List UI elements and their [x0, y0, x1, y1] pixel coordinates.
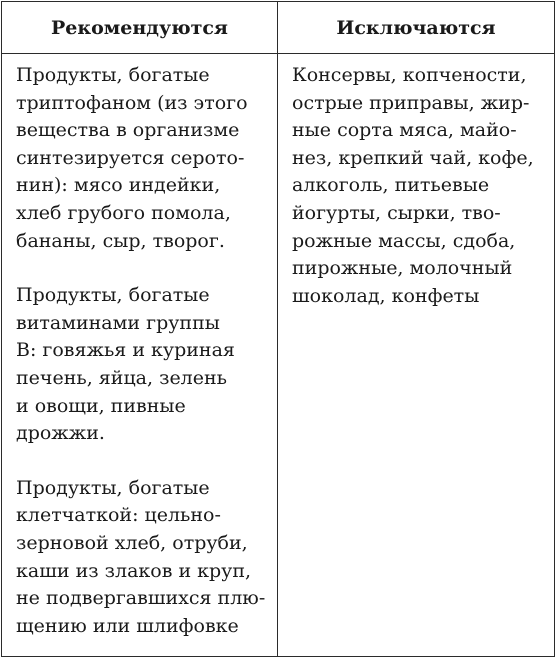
header-recommended: Рекомендуются — [2, 2, 278, 54]
header-excluded: Исключаются — [278, 2, 554, 54]
recommended-cell — [2, 54, 278, 656]
recommended-fiber: Продукты, богатые клетчаткой: цельно- зерновой хлеб, отруби, каши из злаков и круп, не подвергавшихся плю- щению или шлифовке — [16, 476, 266, 637]
excluded-list: Консервы, копчености, острые приправы, жир- ные сорта мяса, майо- нез, крепкий чай, кофе, алкоголь, питьевые йогурты, сырки, тво- рожные массы, сдоба, пирожные, молочный шоколад, конфеты — [292, 64, 534, 307]
recommended-vitamin-b: Продукты, богатые витаминами группы В: говяжья и куриная печень, яйца, зелень и овощи, пивные дрожжи. — [16, 284, 235, 445]
recommended-tryptophan: Продукты, богатые триптофаном (из этого вещества в организме синтезируется серото- нин): мясо индейки, хлеб грубого помола, бананы, сыр, творог. — [16, 64, 248, 252]
diet-table — [1, 1, 555, 657]
excluded-cell — [278, 54, 554, 656]
